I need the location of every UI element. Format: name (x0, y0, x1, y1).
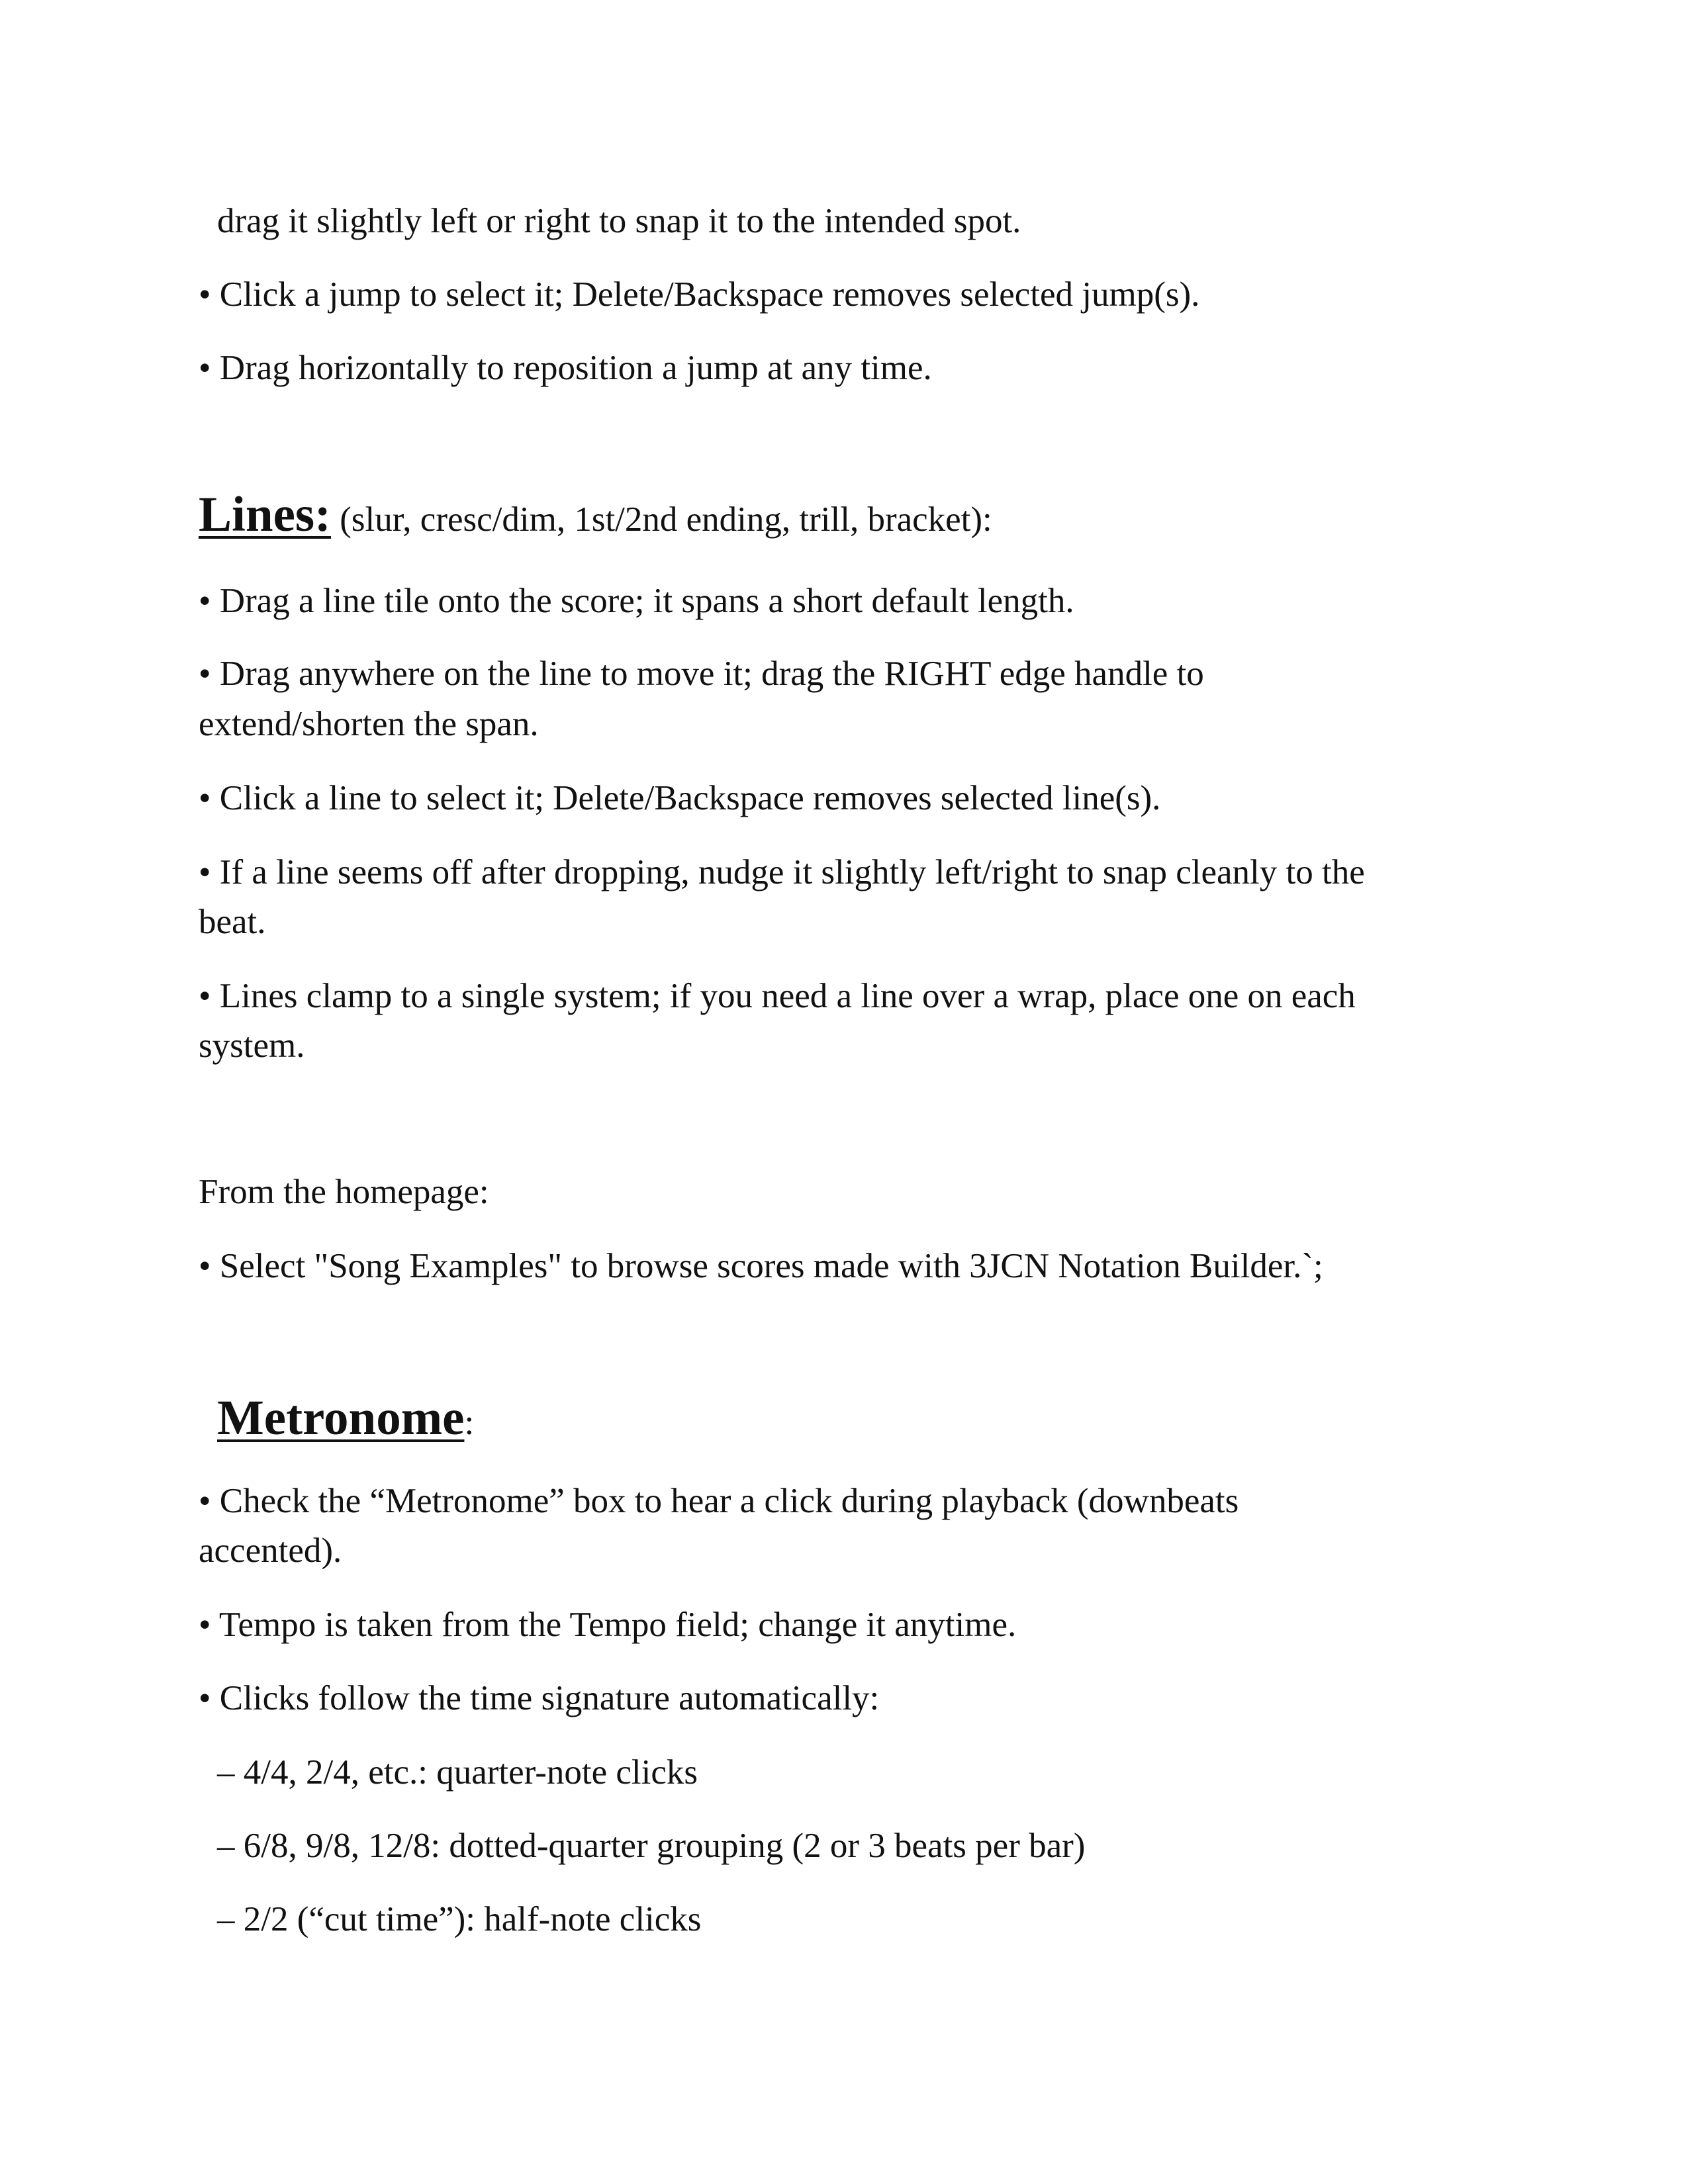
lines-heading: Lines: (199, 487, 332, 542)
metronome-bullet-1-cont: accented). (199, 1531, 342, 1570)
lines-bullet-5: • Lines clamp to a single system; if you need a line over a wrap, place one on each (199, 977, 1356, 1015)
homepage-heading: From the homepage: (199, 1173, 489, 1211)
lines-bullet-5-cont: system. (199, 1026, 305, 1065)
time-sig-item-simple: – 4/4, 2/4, etc.: quarter-note clicks (217, 1753, 698, 1792)
lines-subtitle: (slur, cresc/dim, 1st/2nd ending, trill, bracket): (331, 500, 992, 539)
lines-bullet-3: • Click a line to select it; Delete/Backspace removes selected line(s). (199, 779, 1161, 817)
lines-bullet-1: • Drag a line tile onto the score; it spans a short default length. (199, 582, 1074, 620)
metronome-bullet-3: • Clicks follow the time signature automatically: (199, 1679, 880, 1717)
jump-bullet-drag: • Drag horizontally to reposition a jump at any time. (199, 349, 932, 387)
metronome-bullet-1: • Check the “Metronome” box to hear a click during playback (downbeats (199, 1482, 1239, 1520)
jump-bullet-select: • Click a jump to select it; Delete/Backspace removes selected jump(s). (199, 275, 1200, 314)
metronome-bullet-2: • Tempo is taken from the Tempo field; change it anytime. (199, 1606, 1017, 1644)
time-sig-item-cut: – 2/2 (“cut time”): half-note clicks (217, 1900, 702, 1938)
lines-bullet-4: • If a line seems off after dropping, nudge it slightly left/right to snap cleanly to the (199, 853, 1365, 891)
metronome-colon: : (464, 1404, 475, 1442)
metronome-heading: Metronome (217, 1390, 465, 1445)
continuation-text: drag it slightly left or right to snap it to the intended spot. (217, 202, 1021, 240)
time-sig-item-compound: – 6/8, 9/8, 12/8: dotted-quarter grouping (2 or 3 beats per bar) (217, 1827, 1086, 1865)
lines-bullet-2-cont: extend/shorten the span. (199, 705, 539, 743)
homepage-bullet: • Select "Song Examples" to browse scores made with 3JCN Notation Builder.`; (199, 1247, 1323, 1285)
lines-heading-row (199, 487, 992, 545)
lines-bullet-2: • Drag anywhere on the line to move it; drag the RIGHT edge handle to (199, 655, 1204, 693)
metronome-heading-row (217, 1390, 475, 1448)
lines-bullet-4-cont: beat. (199, 903, 266, 941)
